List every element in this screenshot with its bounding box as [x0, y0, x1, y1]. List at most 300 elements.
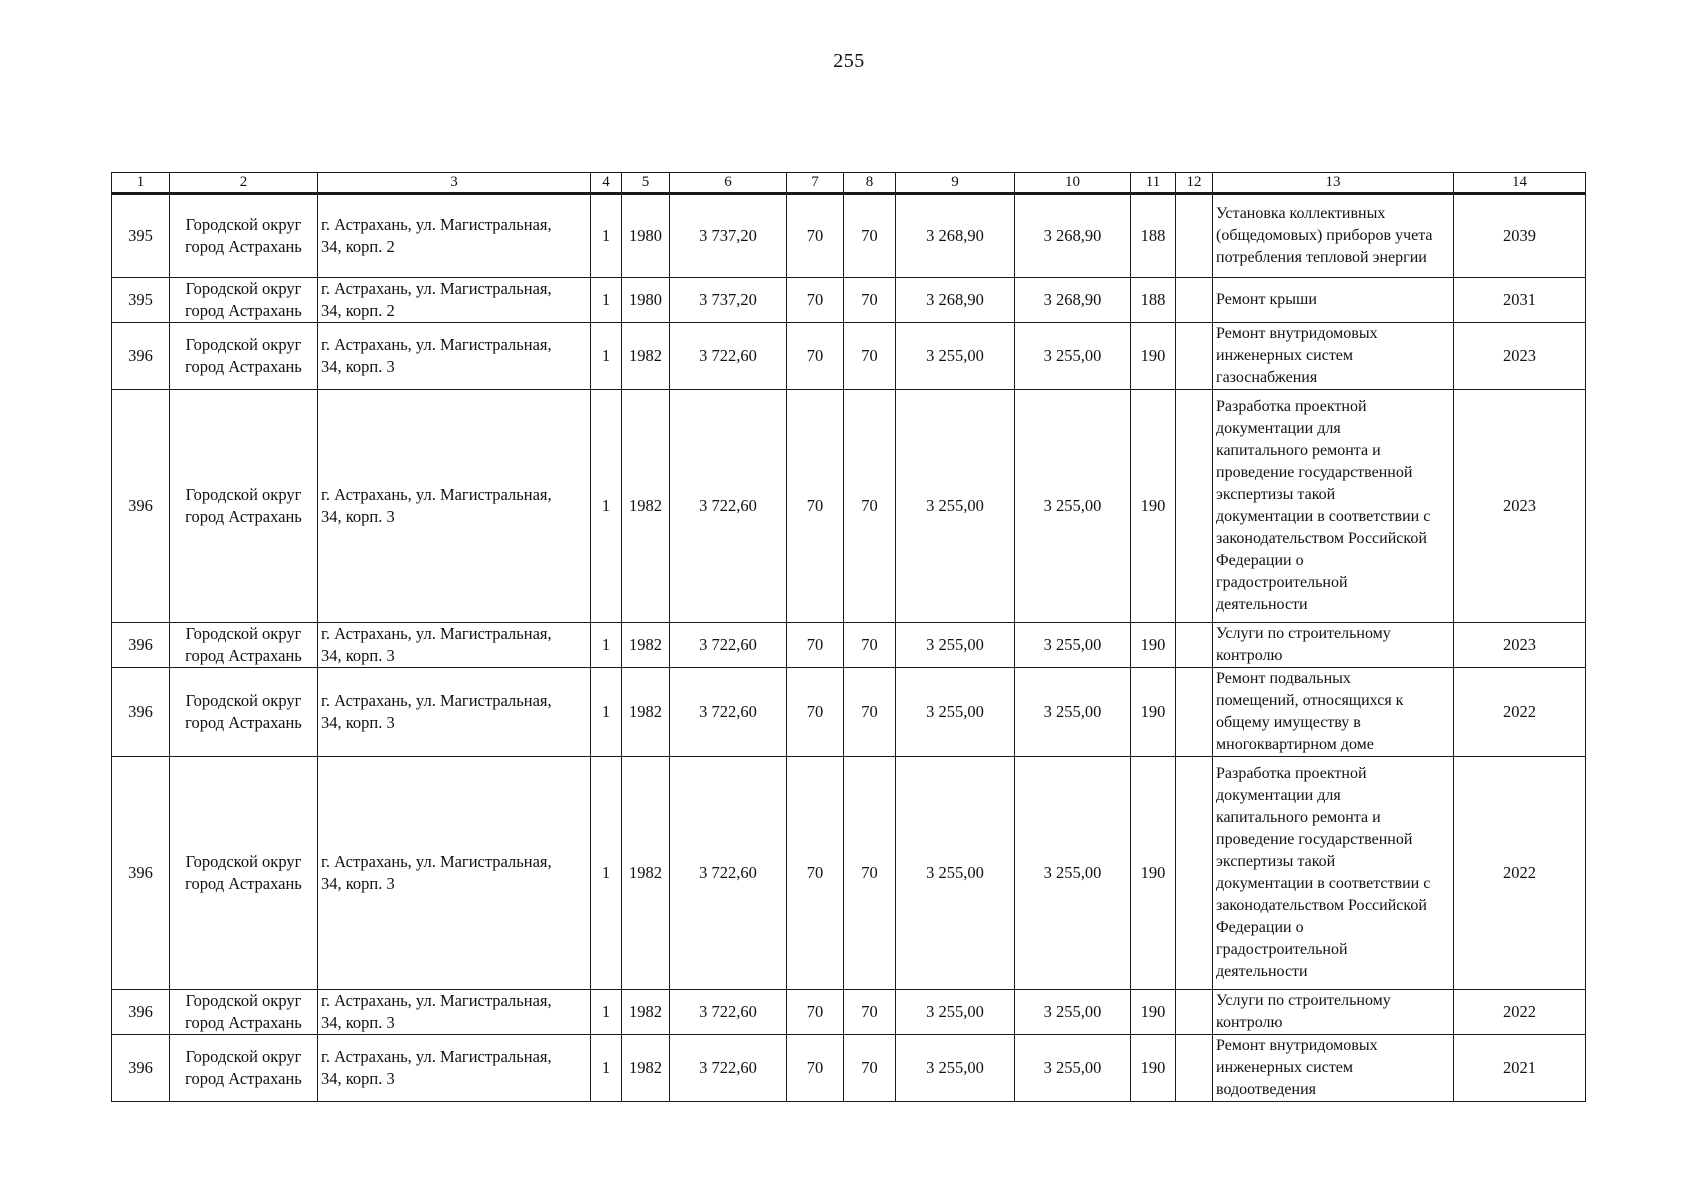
col12-cell — [1176, 390, 1213, 623]
address-cell-text: 34, корп. 3 — [321, 1069, 395, 1088]
column-number-header — [112, 173, 1586, 194]
col4-cell-text: 1 — [601, 1058, 611, 1077]
planned-year-cell — [1454, 623, 1586, 668]
planned-year-cell — [1454, 668, 1586, 757]
col11-cell-text: 190 — [1140, 635, 1166, 654]
col6-cell-text: 3 722,60 — [699, 635, 757, 654]
municipality-cell — [170, 278, 318, 323]
col10-cell — [1015, 278, 1131, 323]
municipality-cell — [170, 990, 318, 1035]
col12-cell — [1176, 194, 1213, 278]
work-type-cell — [1213, 278, 1454, 323]
year-built-cell — [622, 757, 670, 990]
year-built-cell-text: 1980 — [629, 290, 662, 309]
year-built-cell — [622, 1035, 670, 1102]
col10-cell — [1015, 990, 1131, 1035]
work-type-cell-text: потребления тепловой энергии — [1216, 249, 1427, 266]
col6-cell-text: 3 722,60 — [699, 1058, 757, 1077]
col7-cell-text: 70 — [806, 863, 824, 882]
address-cell-text: 34, корп. 2 — [321, 301, 395, 320]
work-type-cell — [1213, 1035, 1454, 1102]
col4-cell-text: 1 — [601, 496, 611, 515]
col4-cell-text: 1 — [601, 635, 611, 654]
municipality-cell — [170, 668, 318, 757]
table-row — [112, 757, 1586, 990]
col9-cell — [896, 623, 1015, 668]
col7-cell-text: 70 — [806, 226, 824, 245]
housing-register-table — [111, 172, 1586, 1102]
municipality-cell — [170, 623, 318, 668]
col4-cell-text: 1 — [601, 1002, 611, 1021]
address-cell-text: г. Астрахань, ул. Магистральная, — [321, 335, 552, 354]
col9-cell — [896, 194, 1015, 278]
planned-year-cell-text: 2031 — [1503, 290, 1536, 309]
year-built-cell-text: 1982 — [629, 863, 662, 882]
work-type-cell-text: помещений, относящихся к — [1216, 692, 1404, 709]
col11-cell-text: 190 — [1140, 346, 1166, 365]
table-row — [112, 623, 1586, 668]
year-built-cell-text: 1980 — [629, 226, 662, 245]
row-number-cell-text: 396 — [128, 496, 153, 515]
work-type-cell-text: документации для — [1216, 787, 1341, 804]
work-type-cell-text: многоквартирном доме — [1216, 736, 1374, 753]
col7-cell-text: 70 — [806, 702, 824, 721]
address-cell — [318, 668, 591, 757]
work-type-cell-text: Услуги по строительному — [1216, 992, 1391, 1009]
row-number-cell — [112, 278, 170, 323]
col4-cell — [591, 623, 622, 668]
work-type-cell — [1213, 757, 1454, 990]
col8-cell-text: 70 — [861, 290, 878, 309]
municipality-cell-text: Городской округ — [185, 279, 302, 298]
planned-year-cell-text: 2022 — [1503, 863, 1536, 882]
work-type-cell-text: Ремонт внутридомовых — [1216, 325, 1378, 342]
address-cell-text: г. Астрахань, ул. Магистральная, — [321, 215, 552, 234]
work-type-cell-text: законодательством Российской — [1216, 530, 1427, 547]
work-type-cell-text: Разработка проектной — [1216, 765, 1367, 782]
col7-cell-text: 70 — [806, 346, 824, 365]
col10-cell — [1015, 668, 1131, 757]
col10-cell-text: 3 255,00 — [1043, 346, 1102, 365]
row-number-cell-text: 396 — [128, 635, 153, 654]
address-cell — [318, 990, 591, 1035]
col7-cell — [787, 194, 844, 278]
row-number-cell — [112, 990, 170, 1035]
col11-cell-text: 190 — [1140, 702, 1166, 721]
col7-cell — [787, 278, 844, 323]
municipality-cell-text: город Астрахань — [185, 646, 302, 665]
col11-cell — [1131, 1035, 1176, 1102]
col10-cell — [1015, 390, 1131, 623]
col9-cell-text: 3 268,90 — [926, 290, 984, 309]
col6-cell — [670, 194, 787, 278]
col9-cell-text: 3 268,90 — [926, 226, 984, 245]
work-type-cell-text: газоснабжения — [1216, 369, 1318, 386]
col8-cell-text: 70 — [861, 863, 878, 882]
work-type-cell — [1213, 194, 1454, 278]
header-cell: 8 — [844, 173, 896, 194]
work-type-cell-text: контролю — [1216, 647, 1283, 664]
col10-cell — [1015, 194, 1131, 278]
col8-cell — [844, 194, 896, 278]
planned-year-cell — [1454, 990, 1586, 1035]
address-cell-text: г. Астрахань, ул. Магистральная, — [321, 852, 552, 871]
col7-cell — [787, 1035, 844, 1102]
col9-cell — [896, 390, 1015, 623]
address-cell — [318, 194, 591, 278]
col8-cell — [844, 323, 896, 390]
work-type-cell-text: деятельности — [1216, 963, 1308, 980]
col4-cell — [591, 990, 622, 1035]
col9-cell — [896, 323, 1015, 390]
col12-cell — [1176, 668, 1213, 757]
col12-cell — [1176, 1035, 1213, 1102]
col7-cell — [787, 990, 844, 1035]
address-cell-text: 34, корп. 3 — [321, 507, 395, 526]
header-cell: 4 — [591, 173, 622, 194]
col8-cell-text: 70 — [861, 346, 878, 365]
planned-year-cell — [1454, 757, 1586, 990]
col11-cell-text: 190 — [1140, 1002, 1166, 1021]
header-cell: 9 — [896, 173, 1015, 194]
work-type-cell-text: документации для — [1216, 420, 1341, 437]
municipality-cell — [170, 390, 318, 623]
planned-year-cell-text: 2023 — [1503, 346, 1536, 365]
col7-cell — [787, 623, 844, 668]
year-built-cell-text: 1982 — [629, 496, 662, 515]
year-built-cell-text: 1982 — [629, 702, 662, 721]
address-cell-text: 34, корп. 3 — [321, 1013, 395, 1032]
header-cell: 1 — [112, 173, 170, 194]
header-cell: 13 — [1213, 173, 1454, 194]
work-type-cell-text: Федерации о — [1216, 552, 1304, 569]
col10-cell — [1015, 323, 1131, 390]
col4-cell — [591, 278, 622, 323]
col12-cell — [1176, 623, 1213, 668]
planned-year-cell — [1454, 323, 1586, 390]
header-cell: 2 — [170, 173, 318, 194]
col12-cell — [1176, 757, 1213, 990]
header-cell: 5 — [622, 173, 670, 194]
work-type-cell-text: общему имуществу в — [1216, 714, 1361, 731]
col4-cell — [591, 1035, 622, 1102]
year-built-cell — [622, 990, 670, 1035]
address-cell — [318, 278, 591, 323]
work-type-cell-text: проведение государственной — [1216, 464, 1413, 481]
col11-cell — [1131, 668, 1176, 757]
address-cell — [318, 757, 591, 990]
municipality-cell — [170, 757, 318, 990]
row-number-cell — [112, 194, 170, 278]
work-type-cell-text: водоотведения — [1216, 1081, 1316, 1098]
work-type-cell-text: экспертизы такой — [1216, 486, 1336, 503]
work-type-cell-text: экспертизы такой — [1216, 853, 1336, 870]
row-number-cell — [112, 323, 170, 390]
table-row — [112, 668, 1586, 757]
work-type-cell-text: капитального ремонта и — [1216, 442, 1381, 459]
row-number-cell — [112, 623, 170, 668]
col9-cell-text: 3 255,00 — [926, 1002, 984, 1021]
municipality-cell-text: Городской округ — [185, 335, 302, 354]
col8-cell-text: 70 — [861, 1002, 878, 1021]
work-type-cell — [1213, 668, 1454, 757]
col11-cell — [1131, 390, 1176, 623]
row-number-cell-text: 396 — [128, 702, 153, 721]
address-cell — [318, 390, 591, 623]
col9-cell-text: 3 255,00 — [926, 702, 984, 721]
work-type-cell — [1213, 990, 1454, 1035]
col8-cell — [844, 1035, 896, 1102]
planned-year-cell — [1454, 278, 1586, 323]
work-type-cell — [1213, 390, 1454, 623]
planned-year-cell-text: 2022 — [1503, 702, 1536, 721]
col10-cell-text: 3 255,00 — [1043, 496, 1102, 515]
address-cell — [318, 623, 591, 668]
work-type-cell-text: Ремонт внутридомовых — [1216, 1037, 1378, 1054]
planned-year-cell-text: 2022 — [1503, 1002, 1536, 1021]
col4-cell — [591, 668, 622, 757]
municipality-cell-text: Городской округ — [185, 485, 302, 504]
header-cell: 6 — [670, 173, 787, 194]
municipality-cell-text: Городской округ — [185, 991, 302, 1010]
work-type-cell-text: документации в соответствии с — [1216, 875, 1431, 892]
address-cell-text: 34, корп. 3 — [321, 646, 395, 665]
address-cell-text: 34, корп. 3 — [321, 357, 395, 376]
col9-cell — [896, 990, 1015, 1035]
col8-cell-text: 70 — [861, 496, 878, 515]
work-type-cell-text: деятельности — [1216, 596, 1308, 613]
address-cell-text: 34, корп. 3 — [321, 874, 395, 893]
col7-cell — [787, 757, 844, 990]
col8-cell — [844, 390, 896, 623]
col4-cell-text: 1 — [601, 226, 611, 245]
table-row — [112, 194, 1586, 278]
col9-cell-text: 3 255,00 — [926, 496, 984, 515]
work-type-cell-text: законодательством Российской — [1216, 897, 1427, 914]
col11-cell-text: 190 — [1140, 496, 1166, 515]
col8-cell — [844, 757, 896, 990]
col10-cell — [1015, 1035, 1131, 1102]
work-type-cell-text: Установка коллективных — [1216, 205, 1386, 222]
col7-cell-text: 70 — [806, 496, 824, 515]
municipality-cell-text: город Астрахань — [185, 1069, 302, 1088]
work-type-cell-text: документации в соответствии с — [1216, 508, 1431, 525]
col6-cell-text: 3 722,60 — [699, 863, 757, 882]
work-type-cell-text: инженерных систем — [1216, 1059, 1354, 1076]
col6-cell — [670, 323, 787, 390]
row-number-cell — [112, 757, 170, 990]
municipality-cell-text: город Астрахань — [185, 507, 302, 526]
col8-cell — [844, 278, 896, 323]
col9-cell — [896, 1035, 1015, 1102]
year-built-cell — [622, 390, 670, 623]
municipality-cell-text: Городской округ — [185, 215, 302, 234]
col10-cell-text: 3 255,00 — [1043, 635, 1102, 654]
col4-cell-text: 1 — [601, 863, 611, 882]
municipality-cell — [170, 194, 318, 278]
planned-year-cell-text: 2023 — [1503, 635, 1536, 654]
address-cell-text: г. Астрахань, ул. Магистральная, — [321, 991, 552, 1010]
row-number-cell-text: 395 — [128, 226, 153, 245]
row-number-cell — [112, 390, 170, 623]
table-row — [112, 390, 1586, 623]
municipality-cell-text: Городской округ — [185, 852, 302, 871]
municipality-cell-text: город Астрахань — [185, 1013, 302, 1032]
address-cell-text: г. Астрахань, ул. Магистральная, — [321, 485, 552, 504]
col11-cell-text: 188 — [1140, 290, 1166, 309]
col10-cell-text: 3 268,90 — [1043, 226, 1102, 245]
col8-cell — [844, 990, 896, 1035]
header-cell: 10 — [1015, 173, 1131, 194]
col4-cell — [591, 757, 622, 990]
year-built-cell-text: 1982 — [629, 1002, 662, 1021]
row-number-cell — [112, 668, 170, 757]
col9-cell-text: 3 255,00 — [926, 635, 984, 654]
municipality-cell-text: город Астрахань — [185, 237, 302, 256]
col12-cell — [1176, 323, 1213, 390]
col6-cell — [670, 990, 787, 1035]
planned-year-cell — [1454, 194, 1586, 278]
col8-cell — [844, 623, 896, 668]
municipality-cell — [170, 1035, 318, 1102]
row-number-cell-text: 396 — [128, 1002, 153, 1021]
municipality-cell-text: город Астрахань — [185, 713, 302, 732]
col10-cell-text: 3 255,00 — [1043, 863, 1102, 882]
row-number-cell-text: 396 — [128, 1058, 153, 1077]
col4-cell-text: 1 — [601, 702, 611, 721]
work-type-cell-text: инженерных систем — [1216, 347, 1354, 364]
col10-cell — [1015, 757, 1131, 990]
col8-cell-text: 70 — [861, 635, 878, 654]
col9-cell-text: 3 255,00 — [926, 1058, 984, 1077]
col10-cell-text: 3 268,90 — [1043, 290, 1102, 309]
col9-cell-text: 3 255,00 — [926, 863, 984, 882]
col9-cell — [896, 278, 1015, 323]
col10-cell-text: 3 255,00 — [1043, 1002, 1102, 1021]
col8-cell-text: 70 — [861, 226, 878, 245]
col7-cell-text: 70 — [806, 635, 824, 654]
col9-cell-text: 3 255,00 — [926, 346, 984, 365]
work-type-cell-text: Ремонт крыши — [1216, 291, 1317, 308]
municipality-cell-text: город Астрахань — [185, 301, 302, 320]
col6-cell — [670, 757, 787, 990]
col7-cell — [787, 390, 844, 623]
col11-cell — [1131, 323, 1176, 390]
address-cell-text: г. Астрахань, ул. Магистральная, — [321, 691, 552, 710]
header-cell: 12 — [1176, 173, 1213, 194]
col8-cell-text: 70 — [861, 1058, 878, 1077]
col12-cell — [1176, 990, 1213, 1035]
municipality-cell-text: Городской округ — [185, 1047, 302, 1066]
municipality-cell-text: город Астрахань — [185, 357, 302, 376]
col6-cell — [670, 623, 787, 668]
col10-cell-text: 3 255,00 — [1043, 702, 1102, 721]
page-number: 255 — [833, 50, 865, 72]
col6-cell — [670, 1035, 787, 1102]
address-cell-text: 34, корп. 2 — [321, 237, 395, 256]
work-type-cell-text: градостроительной — [1216, 941, 1348, 958]
col7-cell-text: 70 — [806, 1058, 824, 1077]
year-built-cell — [622, 623, 670, 668]
work-type-cell — [1213, 623, 1454, 668]
work-type-cell-text: Ремонт подвальных — [1216, 670, 1351, 687]
col8-cell — [844, 668, 896, 757]
address-cell-text: г. Астрахань, ул. Магистральная, — [321, 279, 552, 298]
col7-cell-text: 70 — [806, 1002, 824, 1021]
table-body — [112, 194, 1586, 1102]
address-cell — [318, 1035, 591, 1102]
planned-year-cell — [1454, 1035, 1586, 1102]
col11-cell-text: 190 — [1140, 863, 1166, 882]
row-number-cell-text: 395 — [128, 290, 153, 309]
col9-cell — [896, 757, 1015, 990]
col11-cell — [1131, 757, 1176, 990]
municipality-cell-text: Городской округ — [185, 624, 302, 643]
year-built-cell — [622, 323, 670, 390]
header-cell: 7 — [787, 173, 844, 194]
col12-cell — [1176, 278, 1213, 323]
col11-cell — [1131, 278, 1176, 323]
col6-cell-text: 3 722,60 — [699, 1002, 757, 1021]
address-cell-text: 34, корп. 3 — [321, 713, 395, 732]
col6-cell-text: 3 737,20 — [699, 226, 757, 245]
col6-cell-text: 3 722,60 — [699, 496, 757, 515]
year-built-cell-text: 1982 — [629, 346, 662, 365]
col4-cell — [591, 323, 622, 390]
municipality-cell-text: город Астрахань — [185, 874, 302, 893]
col4-cell — [591, 194, 622, 278]
table-row — [112, 323, 1586, 390]
work-type-cell-text: контролю — [1216, 1014, 1283, 1031]
address-cell — [318, 323, 591, 390]
work-type-cell-text: (общедомовых) приборов учета — [1216, 227, 1433, 244]
row-number-cell-text: 396 — [128, 863, 153, 882]
municipality-cell-text: Городской округ — [185, 691, 302, 710]
work-type-cell-text: Федерации о — [1216, 919, 1304, 936]
col6-cell — [670, 390, 787, 623]
col11-cell — [1131, 194, 1176, 278]
col11-cell-text: 188 — [1140, 226, 1166, 245]
header-cell: 3 — [318, 173, 591, 194]
col10-cell — [1015, 623, 1131, 668]
col11-cell — [1131, 623, 1176, 668]
address-cell-text: г. Астрахань, ул. Магистральная, — [321, 1047, 552, 1066]
col6-cell-text: 3 722,60 — [699, 346, 757, 365]
table-row — [112, 990, 1586, 1035]
table-row — [112, 1035, 1586, 1102]
col4-cell-text: 1 — [601, 290, 611, 309]
municipality-cell — [170, 323, 318, 390]
col10-cell-text: 3 255,00 — [1043, 1058, 1102, 1077]
table-row — [112, 278, 1586, 323]
planned-year-cell-text: 2021 — [1503, 1058, 1536, 1077]
planned-year-cell-text: 2023 — [1503, 496, 1536, 515]
work-type-cell-text: градостроительной — [1216, 574, 1348, 591]
col4-cell-text: 1 — [601, 346, 611, 365]
col6-cell — [670, 278, 787, 323]
year-built-cell — [622, 194, 670, 278]
address-cell-text: г. Астрахань, ул. Магистральная, — [321, 624, 552, 643]
col6-cell-text: 3 722,60 — [699, 702, 757, 721]
row-number-cell — [112, 1035, 170, 1102]
year-built-cell-text: 1982 — [629, 635, 662, 654]
col7-cell — [787, 668, 844, 757]
planned-year-cell — [1454, 390, 1586, 623]
col6-cell-text: 3 737,20 — [699, 290, 757, 309]
year-built-cell — [622, 668, 670, 757]
work-type-cell-text: проведение государственной — [1216, 831, 1413, 848]
col11-cell-text: 190 — [1140, 1058, 1166, 1077]
